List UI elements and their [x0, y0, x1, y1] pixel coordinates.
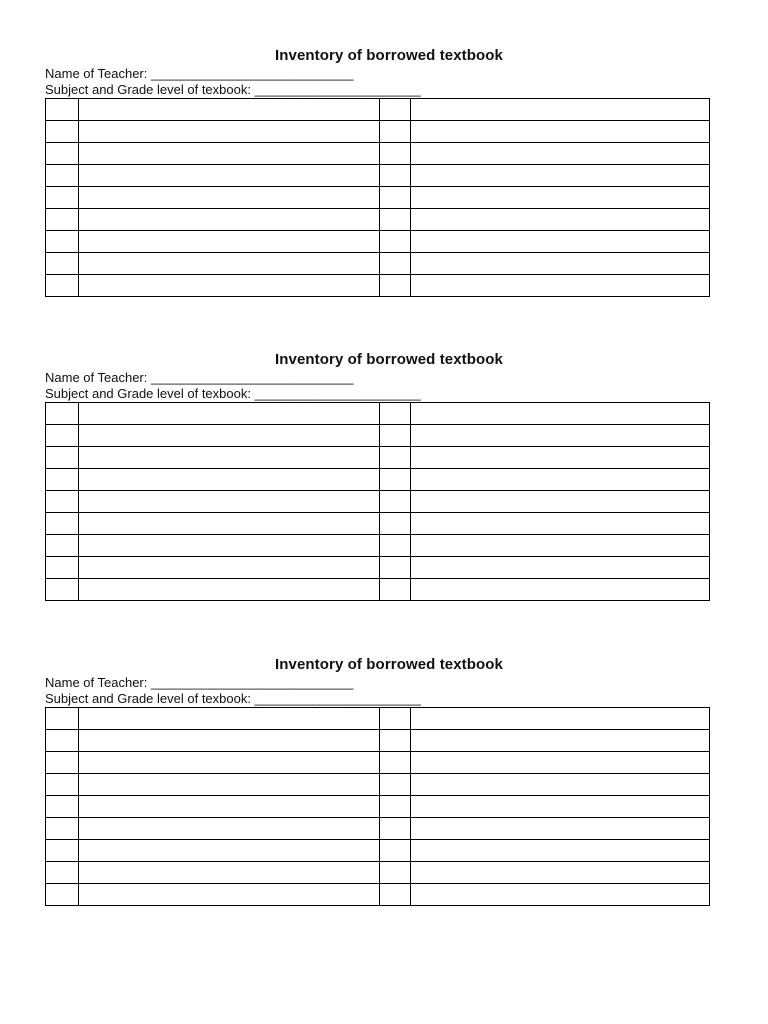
textbook-cell[interactable]: [79, 165, 380, 187]
number-cell[interactable]: [46, 469, 79, 491]
textbook-cell[interactable]: [79, 730, 380, 752]
number-cell[interactable]: [46, 796, 79, 818]
number-cell[interactable]: [380, 796, 411, 818]
number-cell[interactable]: [46, 579, 79, 601]
textbook-cell[interactable]: [79, 774, 380, 796]
textbook-cell[interactable]: [79, 99, 380, 121]
number-cell[interactable]: [46, 99, 79, 121]
table-row: [46, 469, 710, 491]
textbook-cell[interactable]: [411, 796, 710, 818]
textbook-cell[interactable]: [79, 447, 380, 469]
number-cell[interactable]: [46, 752, 79, 774]
table-row: [46, 403, 710, 425]
teacher-name-field[interactable]: [45, 675, 353, 690]
table-row: [46, 491, 710, 513]
number-cell[interactable]: [380, 469, 411, 491]
table-row: [46, 796, 710, 818]
table-row: [46, 187, 710, 209]
textbook-cell[interactable]: [79, 425, 380, 447]
textbook-cell[interactable]: [411, 143, 710, 165]
form-title: Inventory of borrowed textbook: [274, 47, 503, 64]
subject-grade-blank[interactable]: _______________________: [254, 386, 421, 401]
number-cell[interactable]: [380, 99, 411, 121]
textbook-cell[interactable]: [411, 708, 710, 730]
number-cell[interactable]: [380, 840, 411, 862]
textbook-cell[interactable]: [411, 425, 710, 447]
inventory-table: [45, 98, 710, 297]
number-cell[interactable]: [46, 840, 79, 862]
number-cell[interactable]: [46, 491, 79, 513]
table-row: [46, 862, 710, 884]
number-cell[interactable]: [380, 447, 411, 469]
table-row: [46, 708, 710, 730]
textbook-cell[interactable]: [411, 99, 710, 121]
number-cell[interactable]: [46, 557, 79, 579]
textbook-cell[interactable]: [79, 253, 380, 275]
textbook-cell[interactable]: [411, 774, 710, 796]
table-row: [46, 818, 710, 840]
textbook-cell[interactable]: [411, 557, 710, 579]
number-cell[interactable]: [46, 884, 79, 906]
textbook-cell[interactable]: [411, 535, 710, 557]
table-row: [46, 535, 710, 557]
textbook-cell[interactable]: [79, 209, 380, 231]
number-cell[interactable]: [380, 143, 411, 165]
textbook-cell[interactable]: [411, 403, 710, 425]
number-cell[interactable]: [380, 730, 411, 752]
teacher-name-blank[interactable]: ____________________________: [150, 370, 354, 385]
number-cell[interactable]: [380, 513, 411, 535]
table-row: [46, 447, 710, 469]
number-cell[interactable]: [380, 121, 411, 143]
subject-grade-label: Subject and Grade level of texbook:: [45, 691, 255, 706]
number-cell[interactable]: [46, 275, 79, 297]
table-row: [46, 513, 710, 535]
number-cell[interactable]: [380, 187, 411, 209]
number-cell[interactable]: [46, 818, 79, 840]
table-row: [46, 557, 710, 579]
teacher-name-blank[interactable]: ____________________________: [150, 66, 354, 81]
number-cell[interactable]: [46, 209, 79, 231]
textbook-cell[interactable]: [79, 469, 380, 491]
table-row: [46, 425, 710, 447]
number-cell[interactable]: [380, 535, 411, 557]
number-cell[interactable]: [46, 231, 79, 253]
table-row: [46, 774, 710, 796]
textbook-cell[interactable]: [79, 403, 380, 425]
number-cell[interactable]: [46, 187, 79, 209]
textbook-cell[interactable]: [79, 535, 380, 557]
number-cell[interactable]: [380, 579, 411, 601]
textbook-cell[interactable]: [411, 513, 710, 535]
table-row: [46, 165, 710, 187]
subject-grade-field[interactable]: [45, 82, 421, 97]
form-title: Inventory of borrowed textbook: [274, 656, 503, 673]
inventory-table: [45, 707, 710, 906]
textbook-cell[interactable]: [411, 818, 710, 840]
subject-grade-label: Subject and Grade level of texbook:: [45, 386, 255, 401]
textbook-cell[interactable]: [79, 121, 380, 143]
teacher-name-field[interactable]: [45, 370, 353, 385]
teacher-name-field[interactable]: [45, 66, 353, 81]
number-cell[interactable]: [46, 513, 79, 535]
number-cell[interactable]: [380, 708, 411, 730]
textbook-cell[interactable]: [411, 862, 710, 884]
number-cell[interactable]: [380, 818, 411, 840]
number-cell[interactable]: [380, 165, 411, 187]
number-cell[interactable]: [46, 121, 79, 143]
number-cell[interactable]: [380, 491, 411, 513]
table-row: [46, 121, 710, 143]
table-row: [46, 579, 710, 601]
inventory-table: [45, 402, 710, 601]
subject-grade-field[interactable]: [45, 691, 421, 706]
number-cell[interactable]: [380, 557, 411, 579]
textbook-cell[interactable]: [411, 491, 710, 513]
table-row: [46, 275, 710, 297]
textbook-cell[interactable]: [411, 884, 710, 906]
textbook-cell[interactable]: [79, 862, 380, 884]
number-cell[interactable]: [46, 143, 79, 165]
number-cell[interactable]: [46, 425, 79, 447]
number-cell[interactable]: [380, 752, 411, 774]
textbook-cell[interactable]: [411, 209, 710, 231]
textbook-cell[interactable]: [79, 491, 380, 513]
number-cell[interactable]: [46, 535, 79, 557]
textbook-cell[interactable]: [79, 275, 380, 297]
textbook-cell[interactable]: [411, 253, 710, 275]
number-cell[interactable]: [46, 730, 79, 752]
teacher-name-label: Name of Teacher:: [45, 675, 151, 690]
number-cell[interactable]: [380, 774, 411, 796]
subject-grade-label: Subject and Grade level of texbook:: [45, 82, 255, 97]
textbook-cell[interactable]: [411, 840, 710, 862]
table-row: [46, 253, 710, 275]
textbook-cell[interactable]: [79, 708, 380, 730]
textbook-cell[interactable]: [411, 752, 710, 774]
number-cell[interactable]: [46, 253, 79, 275]
textbook-cell[interactable]: [79, 513, 380, 535]
number-cell[interactable]: [46, 708, 79, 730]
textbook-cell[interactable]: [411, 579, 710, 601]
textbook-cell[interactable]: [79, 840, 380, 862]
table-row: [46, 752, 710, 774]
textbook-cell[interactable]: [79, 752, 380, 774]
textbook-cell[interactable]: [79, 187, 380, 209]
number-cell[interactable]: [380, 275, 411, 297]
teacher-name-blank[interactable]: ____________________________: [150, 675, 354, 690]
number-cell[interactable]: [380, 253, 411, 275]
textbook-cell[interactable]: [411, 275, 710, 297]
form-title: Inventory of borrowed textbook: [274, 351, 503, 368]
textbook-cell[interactable]: [79, 557, 380, 579]
textbook-cell[interactable]: [79, 579, 380, 601]
number-cell[interactable]: [380, 884, 411, 906]
subject-grade-field[interactable]: [45, 386, 421, 401]
number-cell[interactable]: [46, 774, 79, 796]
number-cell[interactable]: [46, 862, 79, 884]
number-cell[interactable]: [46, 165, 79, 187]
textbook-cell[interactable]: [79, 143, 380, 165]
table-row: [46, 730, 710, 752]
teacher-name-label: Name of Teacher:: [45, 66, 151, 81]
textbook-cell[interactable]: [411, 165, 710, 187]
table-row: [46, 209, 710, 231]
table-row: [46, 99, 710, 121]
subject-grade-blank[interactable]: _______________________: [254, 691, 421, 706]
number-cell[interactable]: [380, 403, 411, 425]
number-cell[interactable]: [46, 403, 79, 425]
table-row: [46, 231, 710, 253]
textbook-cell[interactable]: [411, 469, 710, 491]
subject-grade-blank[interactable]: _______________________: [254, 82, 421, 97]
textbook-cell[interactable]: [411, 730, 710, 752]
table-row: [46, 143, 710, 165]
inventory-form-2: [0, 351, 768, 611]
table-row: [46, 884, 710, 906]
table-row: [46, 840, 710, 862]
textbook-cell[interactable]: [79, 818, 380, 840]
inventory-form-1: [0, 47, 768, 307]
number-cell[interactable]: [380, 862, 411, 884]
number-cell[interactable]: [46, 447, 79, 469]
number-cell[interactable]: [380, 231, 411, 253]
textbook-cell[interactable]: [411, 447, 710, 469]
textbook-cell[interactable]: [79, 884, 380, 906]
textbook-cell[interactable]: [411, 121, 710, 143]
textbook-cell[interactable]: [79, 231, 380, 253]
number-cell[interactable]: [380, 209, 411, 231]
textbook-cell[interactable]: [411, 187, 710, 209]
teacher-name-label: Name of Teacher:: [45, 370, 151, 385]
textbook-cell[interactable]: [411, 231, 710, 253]
number-cell[interactable]: [380, 425, 411, 447]
inventory-form-3: [0, 656, 768, 916]
textbook-cell[interactable]: [79, 796, 380, 818]
